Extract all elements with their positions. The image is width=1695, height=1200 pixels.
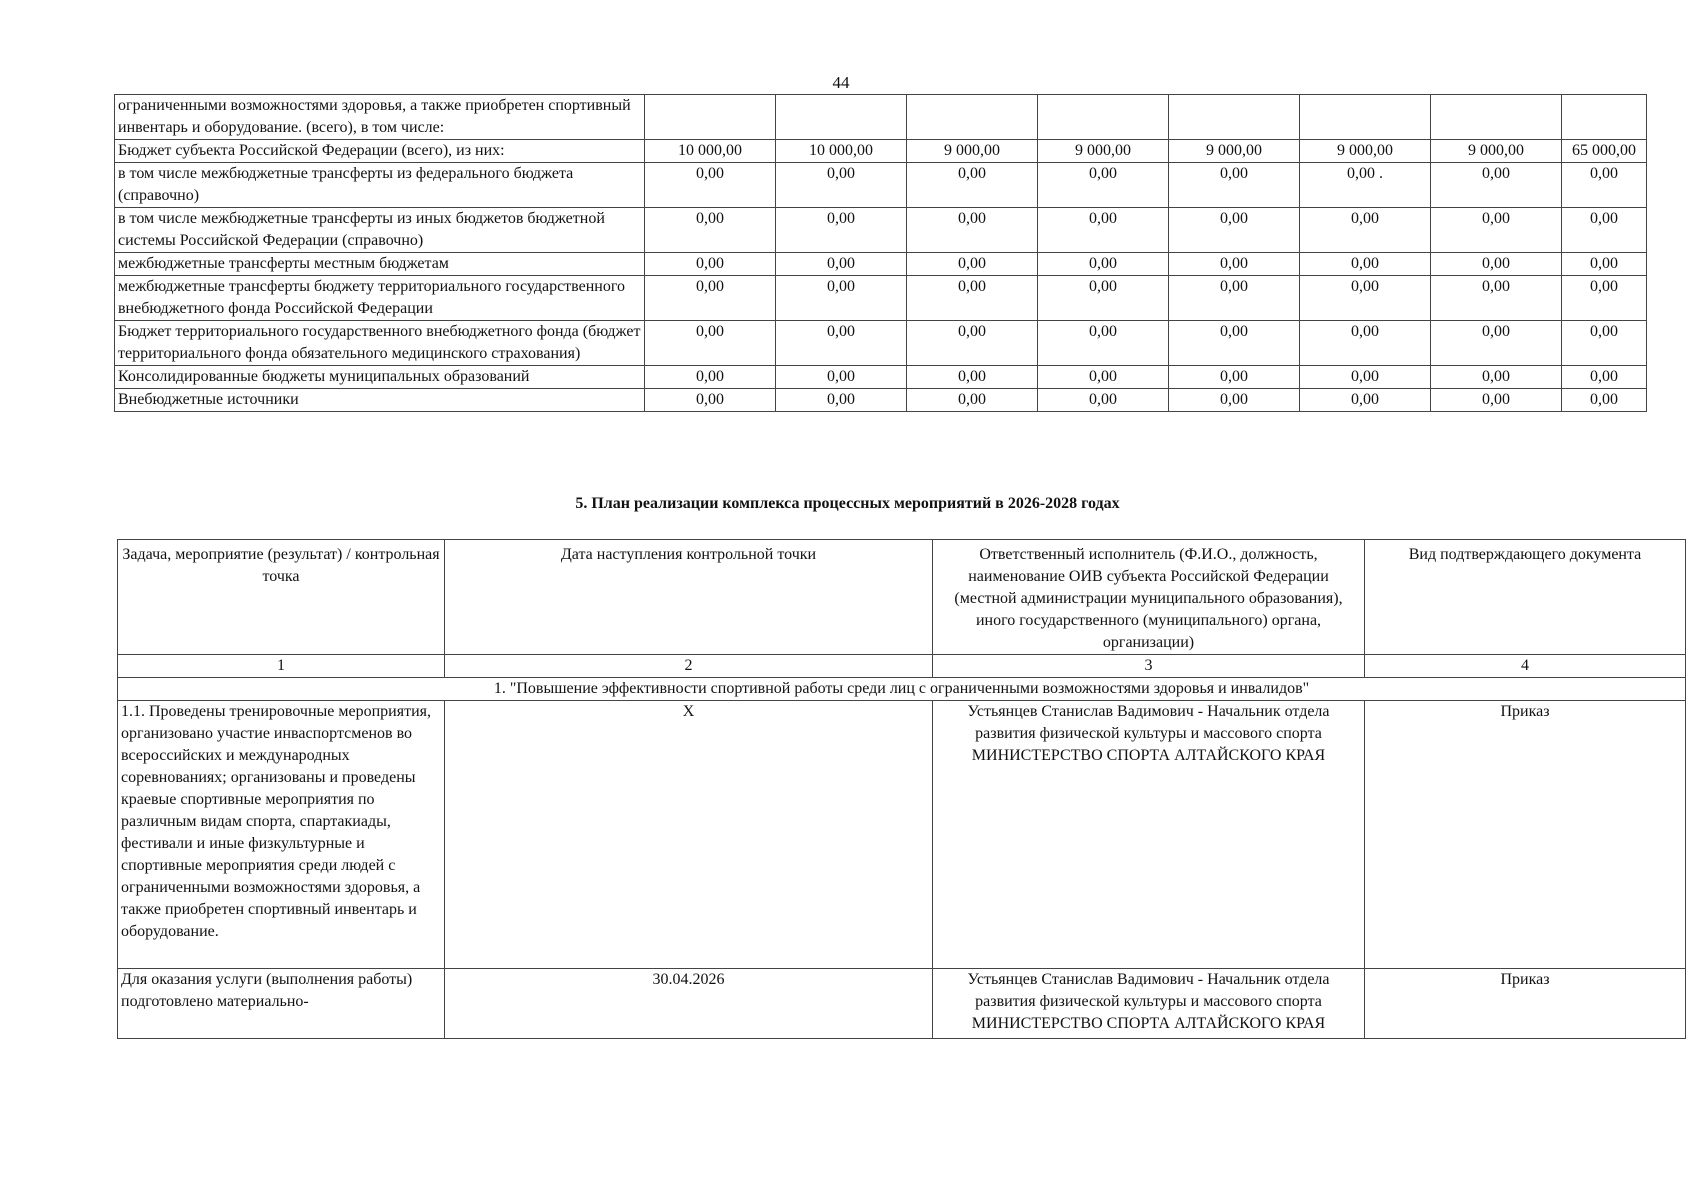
- finance-table-body: [115, 95, 1647, 412]
- finance-value-cell: 0,00: [645, 163, 776, 208]
- finance-value-cell: 0,00: [776, 389, 907, 412]
- finance-value-cell: 10 000,00: [776, 140, 907, 163]
- finance-value-cell: [1300, 95, 1431, 140]
- finance-value-cell: 0,00: [1431, 321, 1562, 366]
- finance-value-cell: 0,00: [776, 208, 907, 253]
- plan-table: [117, 539, 1686, 1039]
- finance-value-cell: 0,00: [776, 163, 907, 208]
- finance-row-label: Консолидированные бюджеты муниципальных образований: [115, 366, 645, 389]
- finance-value-cell: 0,00: [1038, 321, 1169, 366]
- finance-value-cell: 0,00: [1562, 163, 1647, 208]
- header-responsible: Ответственный исполнитель (Ф.И.О., должность, наименование ОИВ субъекта Российской Федерации (местной администрации муниципального образования), иного государственного (муниципального) органа, организации): [933, 540, 1365, 655]
- responsible-cell: Устьянцев Станислав Вадимович - Начальник отдела развития физической культуры и массового спорта МИНИСТЕРСТВО СПОРТА АЛТАЙСКОГО КРАЯ: [933, 701, 1365, 969]
- finance-row-label: Бюджет субъекта Российской Федерации (всего), из них:: [115, 140, 645, 163]
- finance-value-cell: 0,00: [907, 389, 1038, 412]
- header-task: Задача, мероприятие (результат) / контрольная точка: [118, 540, 445, 655]
- finance-value-cell: 0,00: [1562, 366, 1647, 389]
- finance-value-cell: 0,00: [1562, 321, 1647, 366]
- finance-value-cell: 0,00: [1169, 321, 1300, 366]
- finance-value-cell: 0,00: [776, 253, 907, 276]
- finance-value-cell: 0,00: [776, 366, 907, 389]
- finance-value-cell: 9 000,00: [907, 140, 1038, 163]
- finance-value-cell: 10 000,00: [645, 140, 776, 163]
- finance-value-cell: 0,00: [1038, 208, 1169, 253]
- finance-value-cell: 65 000,00: [1562, 140, 1647, 163]
- finance-row-label: ограниченными возможностями здоровья, а также приобретен спортивный инвентарь и оборудование. (всего), в том числе:: [115, 95, 645, 140]
- plan-header-row: [118, 540, 1686, 655]
- plan-row: [118, 701, 1686, 969]
- finance-row-label: в том числе межбюджетные трансферты из иных бюджетов бюджетной системы Российской Федерации (справочно): [115, 208, 645, 253]
- finance-table: [114, 94, 1647, 412]
- finance-value-cell: 0,00: [776, 276, 907, 321]
- finance-value-cell: 9 000,00: [1169, 140, 1300, 163]
- finance-row-label: Внебюджетные источники: [115, 389, 645, 412]
- finance-row-label: межбюджетные трансферты бюджету территориального государственного внебюджетного фонда Российской Федерации: [115, 276, 645, 321]
- finance-row: [115, 389, 1647, 412]
- finance-value-cell: [1038, 95, 1169, 140]
- finance-value-cell: 0,00: [1562, 389, 1647, 412]
- finance-value-cell: 0,00: [645, 253, 776, 276]
- finance-value-cell: 0,00: [907, 276, 1038, 321]
- finance-value-cell: 0,00: [1300, 253, 1431, 276]
- finance-row: [115, 140, 1647, 163]
- header-document: Вид подтверждающего документа: [1365, 540, 1686, 655]
- finance-value-cell: 0,00: [1431, 366, 1562, 389]
- column-number: 3: [933, 655, 1365, 678]
- finance-value-cell: [1431, 95, 1562, 140]
- finance-value-cell: 0,00: [645, 389, 776, 412]
- finance-row: [115, 208, 1647, 253]
- finance-value-cell: 0,00: [645, 366, 776, 389]
- finance-value-cell: 0,00: [1300, 321, 1431, 366]
- page-number: 44: [832, 73, 850, 92]
- finance-value-cell: 0,00: [645, 208, 776, 253]
- finance-value-cell: 0,00: [1562, 253, 1647, 276]
- finance-value-cell: 9 000,00: [1300, 140, 1431, 163]
- finance-value-cell: 0,00: [1169, 389, 1300, 412]
- plan-column-numbers-row: [118, 655, 1686, 678]
- finance-value-cell: 0,00: [1038, 276, 1169, 321]
- date-cell: 30.04.2026: [445, 969, 933, 1039]
- task-cell: Для оказания услуги (выполнения работы) подготовлено материально-: [118, 969, 445, 1039]
- column-number: 1: [118, 655, 445, 678]
- finance-value-cell: 0,00 .: [1300, 163, 1431, 208]
- finance-value-cell: 0,00: [776, 321, 907, 366]
- finance-value-cell: 0,00: [1562, 208, 1647, 253]
- finance-value-cell: 0,00: [1431, 276, 1562, 321]
- finance-value-cell: [1169, 95, 1300, 140]
- finance-row-label: межбюджетные трансферты местным бюджетам: [115, 253, 645, 276]
- finance-value-cell: 0,00: [1300, 366, 1431, 389]
- finance-value-cell: 0,00: [907, 208, 1038, 253]
- plan-group-row: [118, 678, 1686, 701]
- finance-value-cell: 0,00: [1431, 163, 1562, 208]
- finance-row: [115, 163, 1647, 208]
- finance-value-cell: 0,00: [1431, 208, 1562, 253]
- finance-value-cell: 0,00: [1038, 163, 1169, 208]
- finance-value-cell: 9 000,00: [1038, 140, 1169, 163]
- finance-value-cell: 9 000,00: [1431, 140, 1562, 163]
- finance-value-cell: [645, 95, 776, 140]
- section-title: 5. План реализации комплекса процессных мероприятий в 2026-2028 годах: [575, 495, 1120, 512]
- finance-value-cell: 0,00: [907, 321, 1038, 366]
- finance-value-cell: 0,00: [1431, 253, 1562, 276]
- finance-value-cell: 0,00: [1169, 276, 1300, 321]
- finance-value-cell: 0,00: [1169, 163, 1300, 208]
- finance-value-cell: 0,00: [907, 253, 1038, 276]
- finance-value-cell: 0,00: [907, 163, 1038, 208]
- plan-row: [118, 969, 1686, 1039]
- finance-value-cell: 0,00: [1300, 208, 1431, 253]
- finance-row: [115, 253, 1647, 276]
- finance-row: [115, 95, 1647, 140]
- responsible-cell: Устьянцев Станислав Вадимович - Начальник отдела развития физической культуры и массового спорта МИНИСТЕРСТВО СПОРТА АЛТАЙСКОГО КРАЯ: [933, 969, 1365, 1039]
- finance-value-cell: 0,00: [1169, 208, 1300, 253]
- finance-value-cell: 0,00: [1562, 276, 1647, 321]
- document-cell: Приказ: [1365, 969, 1686, 1039]
- column-number: 4: [1365, 655, 1686, 678]
- finance-value-cell: 0,00: [1300, 389, 1431, 412]
- finance-row-label: в том числе межбюджетные трансферты из федерального бюджета (справочно): [115, 163, 645, 208]
- finance-value-cell: 0,00: [1038, 389, 1169, 412]
- finance-value-cell: 0,00: [1169, 253, 1300, 276]
- finance-value-cell: 0,00: [645, 321, 776, 366]
- finance-row: [115, 366, 1647, 389]
- finance-value-cell: [907, 95, 1038, 140]
- finance-value-cell: 0,00: [907, 366, 1038, 389]
- finance-row-label: Бюджет территориального государственного внебюджетного фонда (бюджет территориального фонда обязательного медицинского страхования): [115, 321, 645, 366]
- column-number: 2: [445, 655, 933, 678]
- group-title: 1. "Повышение эффективности спортивной работы среди лиц с ограниченными возможностями здоровья и инвалидов": [118, 678, 1686, 701]
- header-date: Дата наступления контрольной точки: [445, 540, 933, 655]
- finance-value-cell: 0,00: [1300, 276, 1431, 321]
- date-cell: X: [445, 701, 933, 969]
- finance-value-cell: 0,00: [1038, 253, 1169, 276]
- finance-value-cell: 0,00: [1431, 389, 1562, 412]
- finance-value-cell: [1562, 95, 1647, 140]
- finance-value-cell: 0,00: [1038, 366, 1169, 389]
- task-cell: 1.1. Проведены тренировочные мероприятия, организовано участие инваспортсменов во всероссийских и международных соревнованиях; организованы и проведены краевые спортивные мероприятия по различным видам спорта, спартакиады, фестивали и иные физкультурные и спортивные мероприятия среди людей с ограниченными возможностями здоровья, а также приобретен спортивный инвентарь и оборудование.: [118, 701, 445, 969]
- finance-value-cell: 0,00: [1169, 366, 1300, 389]
- document-cell: Приказ: [1365, 701, 1686, 969]
- finance-value-cell: [776, 95, 907, 140]
- finance-row: [115, 321, 1647, 366]
- finance-value-cell: 0,00: [645, 276, 776, 321]
- finance-row: [115, 276, 1647, 321]
